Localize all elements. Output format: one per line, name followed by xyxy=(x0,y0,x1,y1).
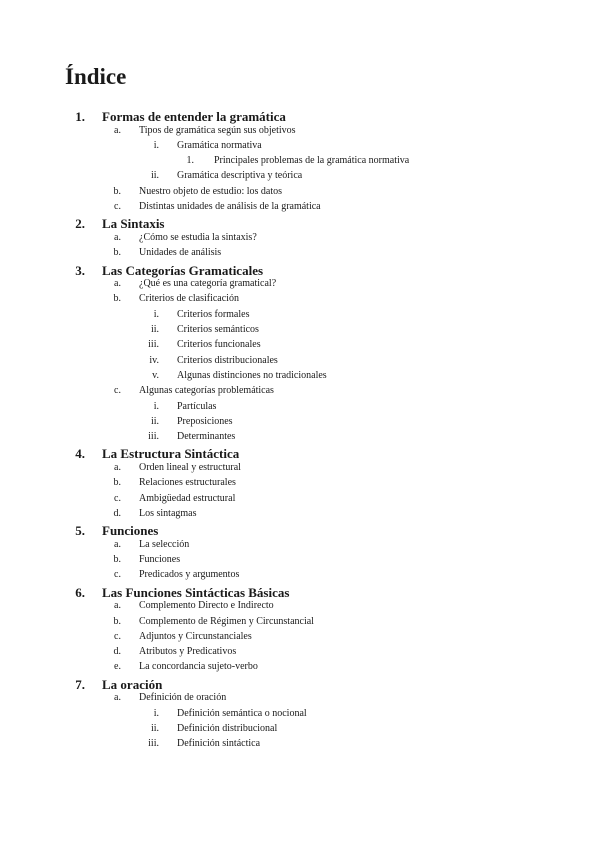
toc-entry-number: 1. xyxy=(186,155,194,167)
toc-subentry xyxy=(0,629,614,644)
toc-entry-number: d. xyxy=(113,507,121,519)
toc-entry-label: Atributos y Predicativos xyxy=(139,646,237,658)
toc-subentry xyxy=(0,614,614,629)
toc-entry-label: La Sintaxis xyxy=(102,216,165,232)
toc-subentry xyxy=(0,184,614,199)
toc-entry-number: d. xyxy=(113,646,121,658)
toc-subentry xyxy=(0,706,614,721)
toc-entry-number: b. xyxy=(113,247,121,259)
toc-section xyxy=(0,675,614,691)
toc-entry-label: Definición distribucional xyxy=(177,722,278,734)
toc-entry-number: a. xyxy=(114,278,121,290)
toc-entry-number: i. xyxy=(153,400,159,412)
toc-subentry xyxy=(0,276,614,291)
toc-section xyxy=(0,261,614,277)
toc-section xyxy=(0,444,614,460)
toc-entry-number: 3. xyxy=(75,262,85,278)
toc-entry-label: Partículas xyxy=(177,400,217,412)
toc-subentry xyxy=(0,491,614,506)
toc-entry-label: La selección xyxy=(139,538,190,550)
toc-subentry xyxy=(0,598,614,613)
toc-entry-number: 6. xyxy=(75,584,85,600)
toc-entry-label: Gramática normativa xyxy=(177,139,262,151)
toc-subentry xyxy=(0,138,614,153)
toc-entry-label: Criterios formales xyxy=(177,308,250,320)
toc-section xyxy=(0,521,614,537)
toc-subentry xyxy=(0,736,614,751)
toc-section xyxy=(0,214,614,230)
toc-entry-number: c. xyxy=(114,201,121,213)
toc-subentry xyxy=(0,337,614,352)
toc-entry-number: 4. xyxy=(75,446,85,462)
toc-entry-label: Unidades de análisis xyxy=(139,247,222,259)
toc-entry-number: i. xyxy=(153,707,159,719)
toc-subentry xyxy=(0,368,614,383)
toc-subentry xyxy=(0,460,614,475)
toc-entry-number: c. xyxy=(114,385,121,397)
toc-entry-number: iv. xyxy=(149,354,159,366)
toc-entry-label: Las Categorías Gramaticales xyxy=(102,262,264,278)
toc-entry-label: Tipos de gramática según sus objetivos xyxy=(139,124,296,136)
toc-section xyxy=(0,583,614,599)
toc-entry-label: ¿Qué es una categoría gramatical? xyxy=(139,278,277,290)
toc-entry-label: La Estructura Sintáctica xyxy=(102,446,240,462)
toc-entry-number: e. xyxy=(114,661,121,673)
toc-subentry xyxy=(0,322,614,337)
toc-entry-number: v. xyxy=(152,369,159,381)
toc-entry-label: Definición semántica o nocional xyxy=(177,707,307,719)
toc-entry-number: b. xyxy=(113,293,121,305)
toc-subentry xyxy=(0,414,614,429)
toc-subentry xyxy=(0,245,614,260)
toc-entry-number: ii. xyxy=(150,415,159,427)
toc-entry-label: Complemento Directo e Indirecto xyxy=(139,600,274,612)
toc-entry-label: Criterios de clasificación xyxy=(139,293,239,305)
toc-entry-label: Funciones xyxy=(139,554,181,566)
toc-entry-number: c. xyxy=(114,630,121,642)
page-title: Índice xyxy=(65,64,127,89)
toc-entry-label: Principales problemas de la gramática normativa xyxy=(214,155,410,167)
toc-entry-number: 5. xyxy=(75,523,85,539)
toc-entry-label: Criterios distribucionales xyxy=(177,354,278,366)
toc-entry-label: Funciones xyxy=(102,523,159,539)
toc-subentry xyxy=(0,567,614,582)
toc-subentry xyxy=(0,291,614,306)
toc-entry-number: i. xyxy=(153,139,159,151)
toc-subentry xyxy=(0,644,614,659)
toc-section xyxy=(0,107,614,123)
toc-entry-number: iii. xyxy=(148,431,159,443)
toc-subentry xyxy=(0,475,614,490)
table-of-contents xyxy=(0,107,614,752)
toc-entry-label: Distintas unidades de análisis de la gramática xyxy=(139,201,321,213)
toc-entry-number: a. xyxy=(114,124,121,136)
toc-entry-label: Nuestro objeto de estudio: los datos xyxy=(139,185,283,197)
toc-subentry xyxy=(0,659,614,674)
toc-subentry xyxy=(0,199,614,214)
toc-entry-number: a. xyxy=(114,462,121,474)
toc-entry-number: a. xyxy=(114,692,121,704)
toc-entry-label: Definición de oración xyxy=(139,692,227,704)
toc-entry-number: 1. xyxy=(75,109,85,124)
toc-entry-label: Formas de entender la gramática xyxy=(102,109,286,124)
toc-entry-number: a. xyxy=(114,231,121,243)
toc-entry-label: Algunas distinciones no tradicionales xyxy=(177,369,327,381)
toc-entry-label: Predicados y argumentos xyxy=(139,569,240,581)
toc-entry-label: ¿Cómo se estudia la sintaxis? xyxy=(139,231,257,243)
toc-entry-number: b. xyxy=(113,554,121,566)
toc-subentry xyxy=(0,230,614,245)
toc-entry-number: ii. xyxy=(150,170,159,182)
toc-entry-number: b. xyxy=(113,477,121,489)
toc-entry-number: 2. xyxy=(75,216,85,232)
toc-subentry xyxy=(0,721,614,736)
toc-subentry xyxy=(0,506,614,521)
toc-entry-label: Preposiciones xyxy=(177,415,233,427)
toc-entry-number: ii. xyxy=(150,722,159,734)
toc-subentry xyxy=(0,383,614,398)
toc-entry-label: Adjuntos y Circunstanciales xyxy=(139,630,252,642)
toc-subentry xyxy=(0,307,614,322)
toc-entry-label: Relaciones estructurales xyxy=(139,477,236,489)
toc-entry-label: Orden lineal y estructural xyxy=(139,462,241,474)
toc-subentry xyxy=(0,353,614,368)
toc-entry-label: La concordancia sujeto-verbo xyxy=(139,661,258,673)
toc-entry-label: Complemento de Régimen y Circunstancial xyxy=(139,615,314,627)
toc-subentry xyxy=(0,399,614,414)
toc-entry-number: iii. xyxy=(148,339,159,351)
toc-entry-number: c. xyxy=(114,492,121,504)
toc-entry-number: i. xyxy=(153,308,159,320)
toc-entry-number: a. xyxy=(114,600,121,612)
toc-entry-label: Los sintagmas xyxy=(139,507,197,519)
toc-entry-number: ii. xyxy=(150,324,159,336)
toc-entry-label: Ambigüedad estructural xyxy=(139,492,236,504)
toc-entry-number: c. xyxy=(114,569,121,581)
toc-subentry xyxy=(0,123,614,138)
toc-entry-label: La oración xyxy=(102,676,163,692)
toc-entry-label: Determinantes xyxy=(177,431,236,443)
toc-entry-number: 7. xyxy=(75,676,85,692)
toc-subentry xyxy=(0,168,614,183)
toc-entry-number: b. xyxy=(113,615,121,627)
toc-entry-label: Las Funciones Sintácticas Básicas xyxy=(102,584,290,600)
toc-entry-number: iii. xyxy=(148,738,159,750)
toc-subentry xyxy=(0,153,614,168)
toc-subentry xyxy=(0,552,614,567)
toc-entry-number: b. xyxy=(113,185,121,197)
toc-entry-label: Algunas categorías problemáticas xyxy=(139,385,274,397)
toc-entry-label: Criterios funcionales xyxy=(177,339,261,351)
toc-subentry xyxy=(0,690,614,705)
toc-entry-number: a. xyxy=(114,538,121,550)
toc-entry-label: Criterios semánticos xyxy=(177,324,259,336)
toc-subentry xyxy=(0,429,614,444)
toc-entry-label: Definición sintáctica xyxy=(177,738,261,750)
toc-subentry xyxy=(0,537,614,552)
toc-entry-label: Gramática descriptiva y teórica xyxy=(177,170,303,182)
